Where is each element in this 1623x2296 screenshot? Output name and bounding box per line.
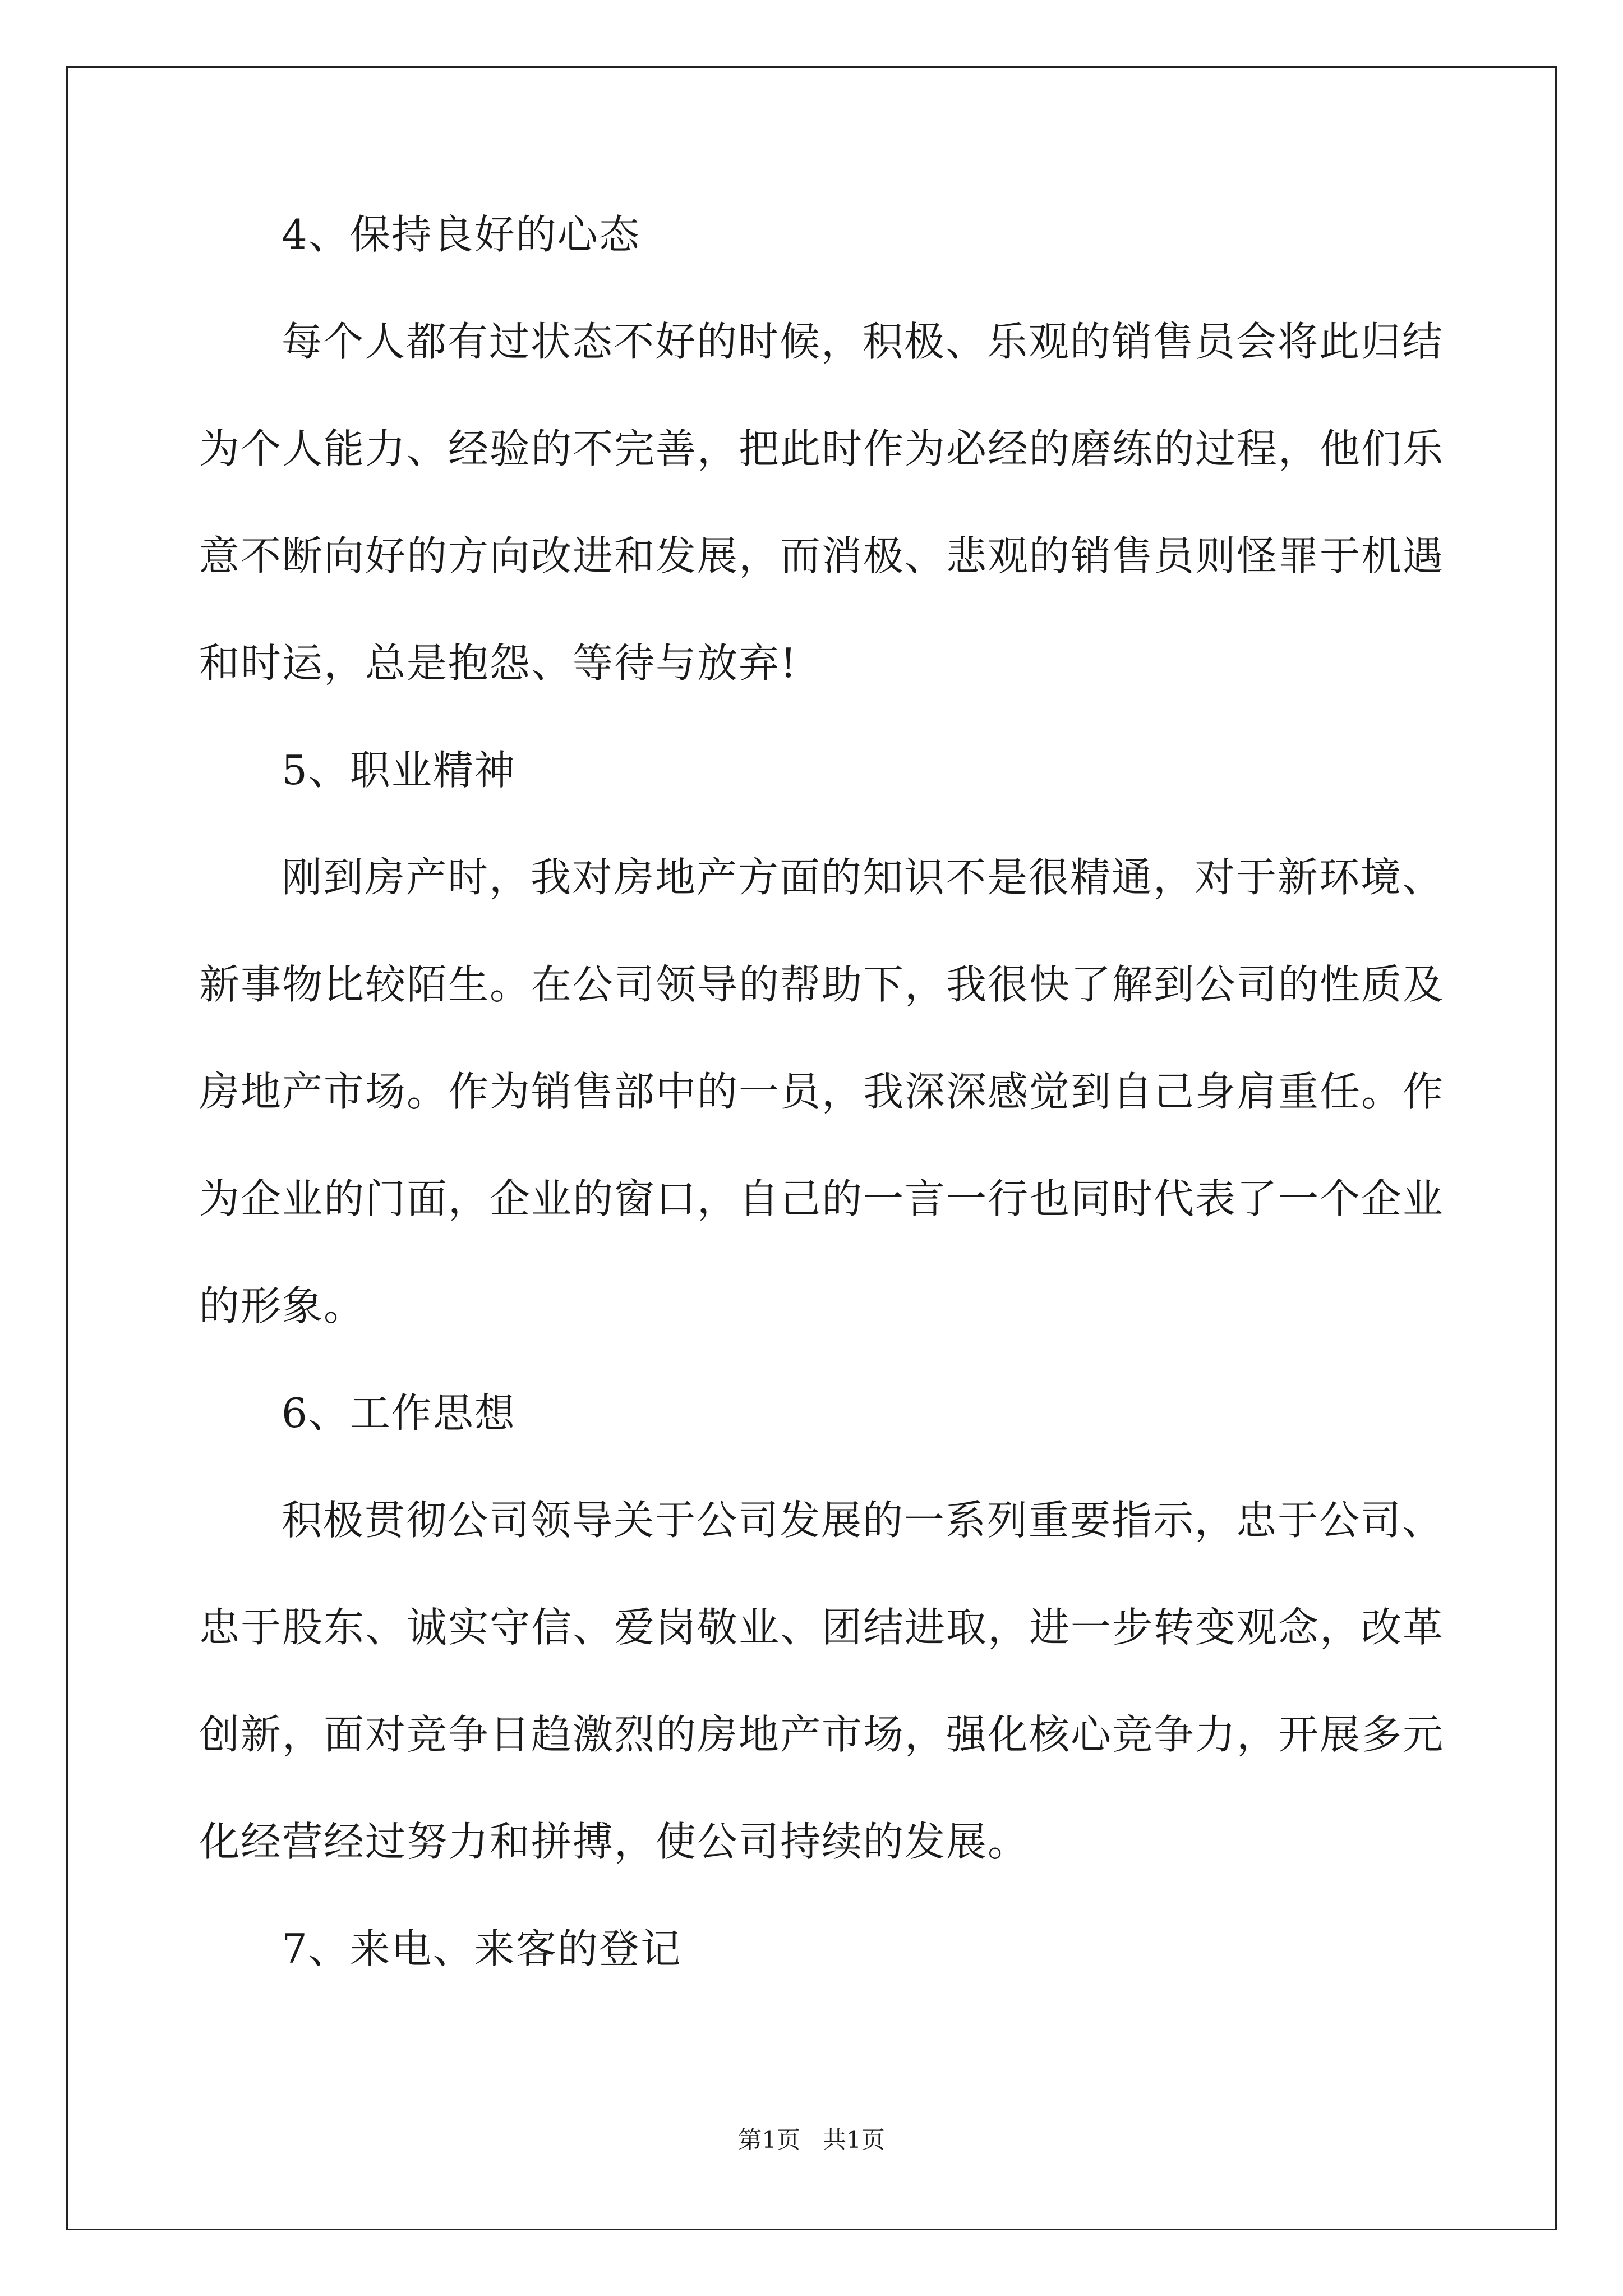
paragraph-line: 房地产市场。作为销售部中的一员，我深深感觉到自己身肩重任。作 bbox=[199, 1068, 1445, 1115]
paragraph-line: 每个人都有过状态不好的时候，积极、乐观的销售员会将此归结 bbox=[282, 318, 1444, 365]
paragraph-line: 的形象。 bbox=[199, 1282, 366, 1329]
page-number-current: 第1页 bbox=[738, 2126, 800, 2154]
paragraph-line: 为个人能力、经验的不完善，把此时作为必经的磨练的过程，他们乐 bbox=[199, 425, 1445, 472]
paragraph-line: 新事物比较陌生。在公司领导的帮助下，我很快了解到公司的性质及 bbox=[199, 961, 1445, 1008]
paragraph-line: 化经营经过努力和拼搏，使公司持续的发展。 bbox=[199, 1818, 1030, 1865]
heading-5: 5、职业精神 bbox=[282, 747, 516, 794]
paragraph-line: 忠于股东、诚实守信、爱岗敬业、团结进取，进一步转变观念，改革 bbox=[199, 1604, 1445, 1651]
paragraph-line: 积极贯彻公司领导关于公司发展的一系列重要指示，忠于公司、 bbox=[282, 1497, 1444, 1544]
paragraph-line: 创新，面对竞争日趋激烈的房地产市场，强化核心竞争力，开展多元 bbox=[199, 1711, 1445, 1758]
page-border bbox=[66, 66, 1557, 2230]
paragraph-line: 刚到房产时，我对房地产方面的知识不是很精通，对于新环境、 bbox=[282, 854, 1444, 901]
page-number-total: 共1页 bbox=[823, 2126, 885, 2154]
heading-7: 7、来电、来客的登记 bbox=[282, 1925, 682, 1972]
paragraph-line: 和时运，总是抱怨、等待与放弃! bbox=[199, 639, 797, 687]
page-footer bbox=[0, 2123, 1623, 2157]
paragraph-line: 为企业的门面，企业的窗口，自己的一言一行也同时代表了一个企业 bbox=[199, 1175, 1445, 1222]
heading-4: 4、保持良好的心态 bbox=[282, 211, 640, 258]
paragraph-line: 意不断向好的方向改进和发展，而消极、悲观的销售员则怪罪于机遇 bbox=[199, 532, 1445, 579]
heading-6: 6、工作思想 bbox=[282, 1389, 516, 1437]
